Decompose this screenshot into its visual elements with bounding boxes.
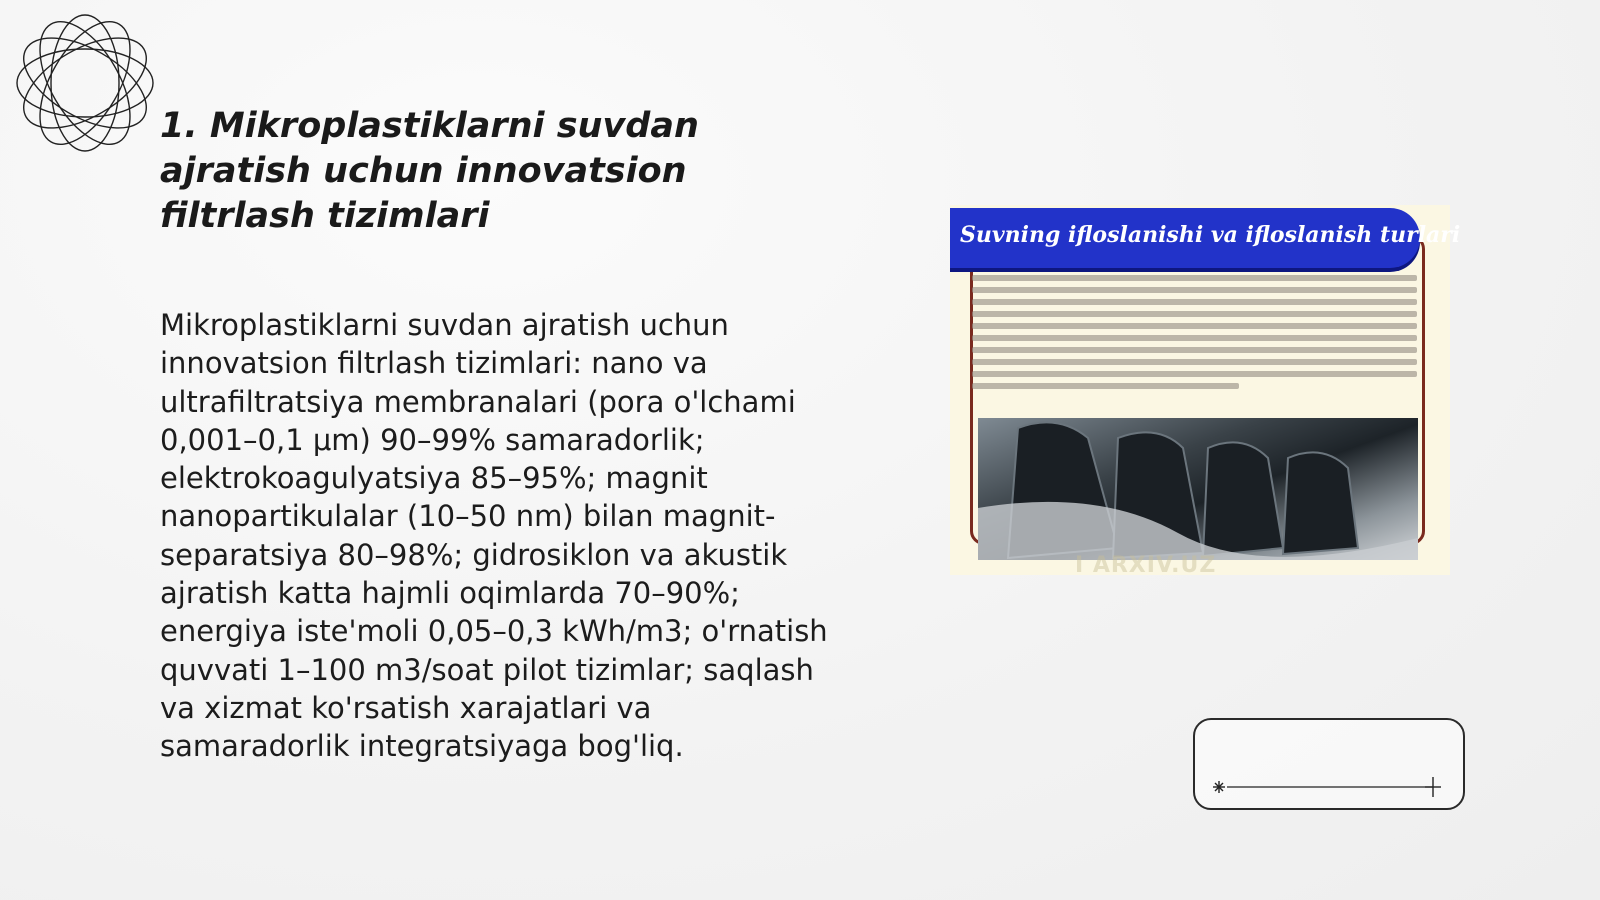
decorative-slider-box <box>1193 718 1465 810</box>
figure-banner-text: Suvning ifloslanishi va ifloslanish turlari <box>960 222 1461 248</box>
rings-decoration-icon <box>10 8 160 158</box>
figure-banner <box>950 208 1461 268</box>
pipes-photo <box>978 418 1418 560</box>
plus-icon <box>1425 777 1441 797</box>
slide-body-text: Mikroplastiklarni suvdan ajratish uchun innovatsion filtrlash tizimlari: nano va ultrafiltratsiya membranalari (pora o'lchami 0,001–0,1 μm) 90–99% samaradorlik; elektrokoagulyatsiya 85–95%; magnit nanopartikulalar (10–50 nm) bilan magnit-separatsiya 80–98%; gidrosiklon va akustik ajratish katta hajmli oqimlarda 70–90%; energiya iste'moli 0,05–0,3 kWh/m3; o'rnatish quvvati 1–100 m3/soat pilot tizimlar; saqlash va xizmat ko'rsatish xarajatlari va samaradorlik integratsiyaga bog'liq. <box>160 308 828 764</box>
figure-watermark: I ARXIV.UZ <box>1075 553 1217 578</box>
figure-text-lines <box>972 275 1417 405</box>
slide-title: 1. Mikroplastiklarni suvdan ajratish uchun innovatsion filtrlash tizimlari <box>160 106 699 236</box>
sparkle-icon <box>1213 781 1225 793</box>
figure-image <box>950 205 1461 578</box>
